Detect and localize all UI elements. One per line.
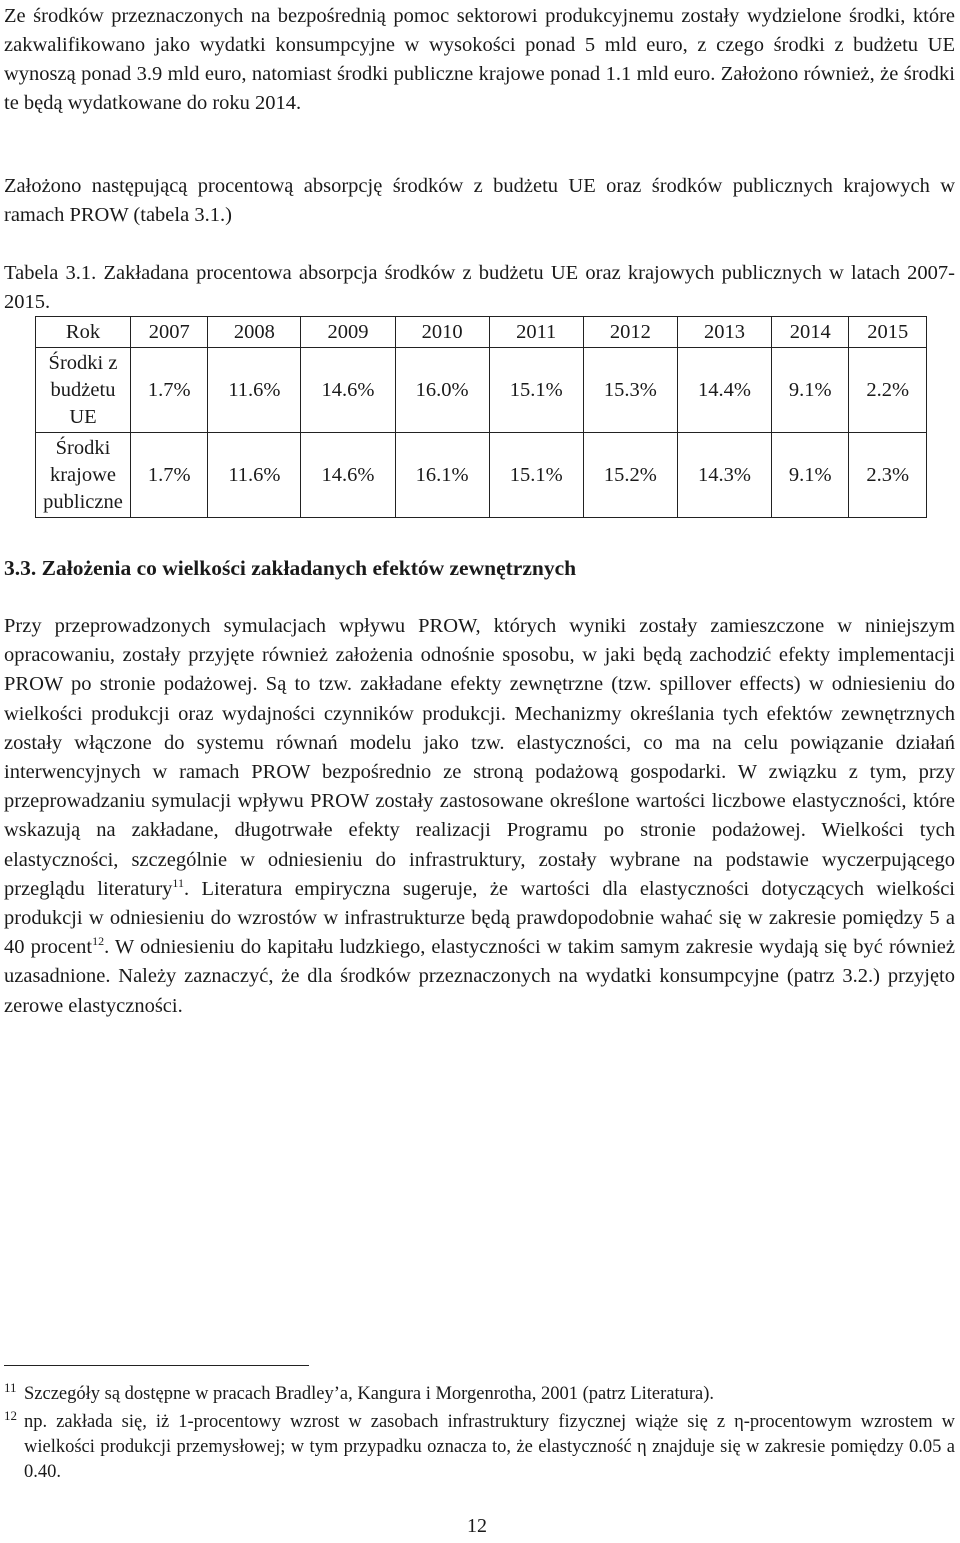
year-cell: 2014 <box>772 317 849 348</box>
row-label: Środki krajowe publiczne <box>36 433 131 518</box>
body-text-part: . Literatura empiryczna sugeruje, że wartości dla elastyczności dotyczących wielkości produkcji w odniesieniu do wzrostów w infrastrukturze będą prawdopodobnie wahać się w zakresie pomiędzy 5 a 40 procent <box>4 877 955 959</box>
value-cell: 14.6% <box>301 433 395 518</box>
value-cell: 15.2% <box>583 433 677 518</box>
value-cell: 1.7% <box>131 433 208 518</box>
table-row <box>36 433 927 518</box>
intro-paragraph: Ze środków przeznaczonych na bezpośrednią pomoc sektorowi produkcyjnemu zostały wydzielone środki, które zakwalifikowano jako wydatki konsumpcyjne w wysokości ponad 5 mld euro, z czego środki z budżetu UE wynoszą ponad 3.9 mld euro, natomiast środki publiczne krajowe ponad 1.1 mld euro. Założono również, że środki te będą wydatkowane do roku 2014. <box>4 5 955 114</box>
value-cell: 9.1% <box>772 433 849 518</box>
value-cell: 15.1% <box>489 433 583 518</box>
footnote-text: np. zakłada się, iż 1-procentowy wzrost w zasobach infrastruktury fizycznej wiąże się z η-procentowym wzrostem w wielkości produkcji przemysłowej; w tym przypadku oznacza to, że elastyczność η znajduje się w zakresie pomiędzy 0.05 a 0.40. <box>24 1412 955 1482</box>
section-body-paragraph <box>4 612 955 1021</box>
absorption-table <box>35 316 927 518</box>
value-cell: 14.6% <box>301 348 395 433</box>
year-cell: 2008 <box>208 317 301 348</box>
page-number: 12 <box>467 1515 487 1537</box>
year-cell: 2011 <box>489 317 583 348</box>
footnote <box>4 1382 955 1407</box>
body-text-part: . W odniesieniu do kapitału ludzkiego, elastyczności w takim samym zakresie wydają się być również uzasadnione. Należy zaznaczyć, że dla środków przeznaczonych na wydatki konsumpcyjne (patrz 3.2.) przyjęto zerowe elastyczności. <box>4 936 955 1017</box>
year-cell: 2012 <box>583 317 677 348</box>
value-cell: 2.2% <box>849 348 927 433</box>
corner-cell: Rok <box>36 317 131 348</box>
footnote-ref[interactable]: 11 <box>172 875 184 890</box>
value-cell: 16.1% <box>395 433 489 518</box>
footnote-number: 11 <box>4 1380 17 1395</box>
footnote-ref[interactable]: 12 <box>92 934 105 949</box>
body-text-part: Przy przeprowadzonych symulacjach wpływu PROW, których wyniki zostały zamieszczone w niniejszym opracowaniu, zostały przyjęte również założenia odnośnie sposobu, w jaki będą zachodzić efekty implementacji PROW po stronie podażowej. Są to tzw. zakładane efekty zewnętrzne (tzw. spillover effects) w odniesieniu do wielkości produkcji oraz wydajności czynników produkcji. Mechanizmy określania tych efektów zewnętrznych zostały włączone do systemu równań modelu jako tzw. elastyczności, co ma na celu powiązanie działań interwencyjnych w ramach PROW bezpośrednio ze stroną podażową gospodarki. W związku z tym, przy przeprowadzaniu symulacji wpływu PROW zostały zastosowane określone wartości liczbowe elastyczności, które wskazują na zakładane, długotrwałe efekty realizacji Programu po stronie podażowej. Wielkości tych elastyczności, szczególnie w odniesieniu do infrastruktury, zostały wybrane na podstawie wyczerpującego przeglądu literatury <box>4 615 955 900</box>
table-row <box>36 348 927 433</box>
year-cell: 2009 <box>301 317 395 348</box>
year-cell: 2007 <box>131 317 208 348</box>
row-label: Środki z budżetu UE <box>36 348 131 433</box>
year-cell: 2015 <box>849 317 927 348</box>
value-cell: 14.4% <box>677 348 771 433</box>
footnote-separator <box>4 1365 309 1366</box>
year-cell: 2010 <box>395 317 489 348</box>
value-cell: 2.3% <box>849 433 927 518</box>
table-header-row <box>36 317 927 348</box>
value-cell: 15.3% <box>583 348 677 433</box>
footnote-text: Szczegóły są dostępne w pracach Bradley’a, Kangura i Morgenrotha, 2001 (patrz Literatura). <box>24 1384 715 1404</box>
value-cell: 14.3% <box>677 433 771 518</box>
value-cell: 15.1% <box>489 348 583 433</box>
value-cell: 11.6% <box>208 348 301 433</box>
section-heading: 3.3. Założenia co wielkości zakładanych efektów zewnętrznych <box>4 556 577 580</box>
value-cell: 1.7% <box>131 348 208 433</box>
footnote <box>4 1410 955 1485</box>
value-cell: 16.0% <box>395 348 489 433</box>
table-caption: Tabela 3.1. Zakładana procentowa absorpcja środków z budżetu UE oraz krajowych publicznych w latach 2007-2015. <box>4 262 955 313</box>
value-cell: 11.6% <box>208 433 301 518</box>
footnote-number: 12 <box>4 1408 17 1423</box>
value-cell: 9.1% <box>772 348 849 433</box>
absorption-paragraph: Założono następującą procentową absorpcję środków z budżetu UE oraz środków publicznych krajowych w ramach PROW (tabela 3.1.) <box>4 175 955 226</box>
year-cell: 2013 <box>677 317 771 348</box>
